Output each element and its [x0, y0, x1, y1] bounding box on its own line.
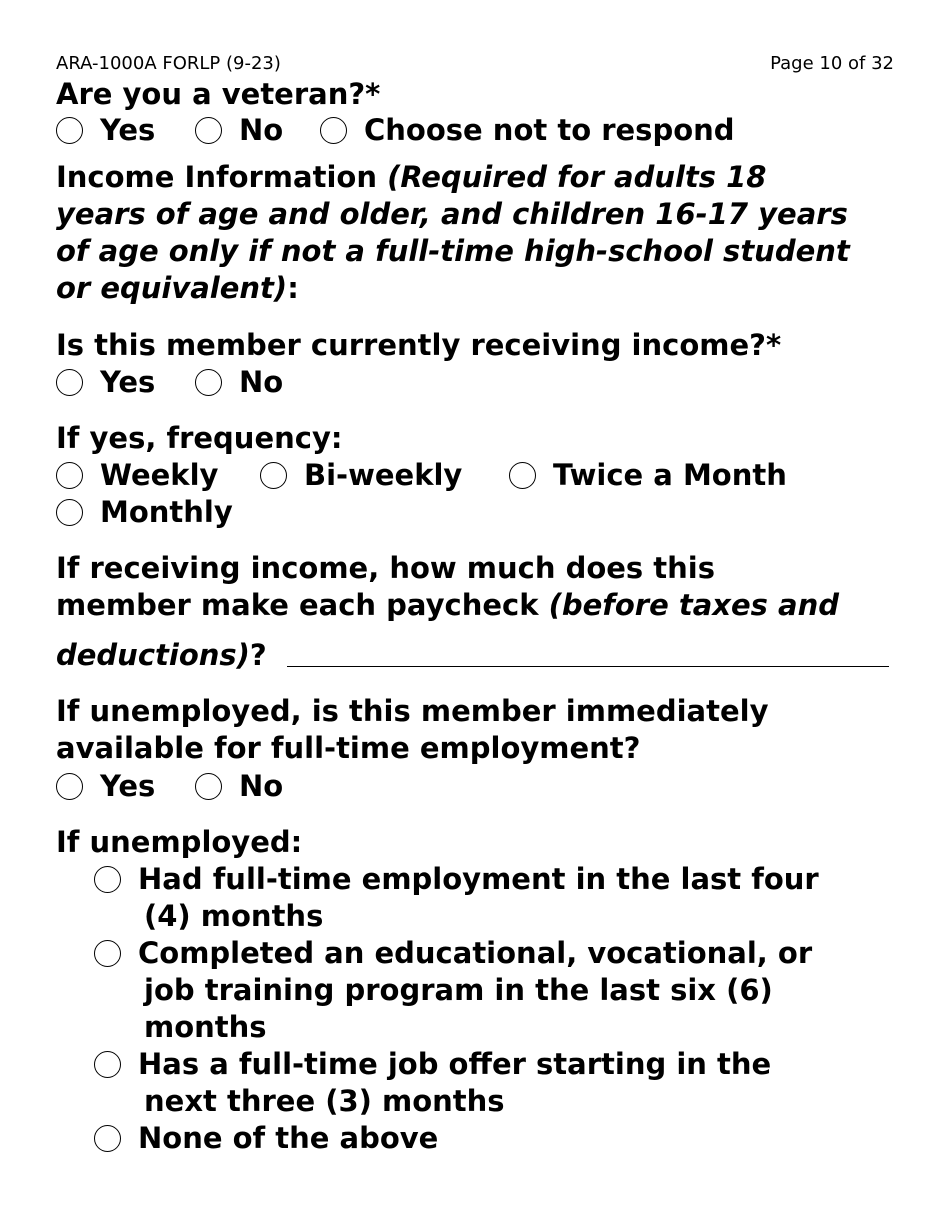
income-info-note-2: years of age and older, and children 16-17 years	[56, 197, 848, 231]
veteran-choose-not-label: Choose not to respond	[364, 113, 735, 147]
income-info-note-4: or equivalent)	[56, 271, 288, 305]
frequency-weekly-label: Weekly	[100, 458, 219, 492]
frequency-biweekly-label: Bi-weekly	[304, 458, 463, 492]
unemployed-question: If unemployed:	[56, 825, 303, 859]
unemployed-option-4-radio[interactable]	[94, 1120, 438, 1157]
paycheck-line-2-bold: member make each paycheck	[56, 588, 549, 622]
radio-circle-icon	[195, 369, 222, 396]
veteran-choose-not-radio[interactable]	[320, 112, 735, 149]
income-info-note-4-wrap	[56, 270, 299, 307]
radio-circle-icon	[94, 940, 121, 967]
unemployed-option-3-radio[interactable]	[94, 1046, 771, 1083]
radio-circle-icon	[56, 773, 83, 800]
unemployed-option-1-radio[interactable]	[94, 861, 819, 898]
available-yes-label: Yes	[100, 769, 156, 803]
income-info-colon: :	[287, 271, 299, 305]
radio-circle-icon	[195, 773, 222, 800]
income-info-heading	[56, 159, 767, 196]
frequency-monthly-label: Monthly	[100, 495, 233, 529]
radio-circle-icon	[94, 1051, 121, 1078]
radio-circle-icon	[509, 462, 536, 489]
frequency-twice-month-label: Twice a Month	[553, 458, 787, 492]
unemployed-option-2-label: Completed an educational, vocational, or	[138, 936, 813, 970]
veteran-no-label: No	[239, 113, 284, 147]
radio-circle-icon	[195, 117, 222, 144]
unemployed-option-3-label: Has a full-time job offer starting in the	[138, 1047, 772, 1081]
form-id: ARA-1000A FORLP (9-23)	[56, 53, 281, 74]
page-number: Page 10 of 32	[770, 53, 894, 74]
unemployed-option-1-label: Had full-time employment in the last four	[138, 862, 819, 896]
income-info-note-3: of age only if not a full-time high-school student	[56, 234, 850, 268]
unemployed-option-2-radio[interactable]	[94, 935, 812, 972]
paycheck-line-3	[56, 637, 267, 674]
frequency-monthly-radio[interactable]	[56, 494, 233, 531]
frequency-twice-month-radio[interactable]	[509, 457, 787, 494]
radio-circle-icon	[56, 117, 83, 144]
veteran-no-radio[interactable]	[195, 112, 283, 149]
frequency-biweekly-radio[interactable]	[260, 457, 462, 494]
radio-circle-icon	[56, 369, 83, 396]
paycheck-amount-field[interactable]	[287, 640, 889, 667]
unemployed-option-2-line-3: months	[144, 1010, 267, 1044]
paycheck-line-2-italic: (before taxes and	[548, 588, 840, 622]
unemployed-option-4-label: None of the above	[138, 1121, 439, 1155]
radio-circle-icon	[260, 462, 287, 489]
receiving-income-question: Is this member currently receiving income?*	[56, 328, 782, 362]
paycheck-line-3-end: ?	[249, 638, 267, 672]
veteran-yes-radio[interactable]	[56, 112, 155, 149]
income-info-title: Income Information	[56, 160, 388, 194]
income-info-note-1: (Required for adults 18	[387, 160, 767, 194]
receiving-income-yes-label: Yes	[100, 365, 156, 399]
available-yes-radio[interactable]	[56, 768, 155, 805]
receiving-income-no-radio[interactable]	[195, 364, 283, 401]
available-line-2: available for full-time employment?	[56, 731, 641, 765]
available-line-1: If unemployed, is this member immediately	[56, 694, 769, 728]
paycheck-line-3-italic: deductions)	[56, 638, 250, 672]
available-no-radio[interactable]	[195, 768, 283, 805]
veteran-question: Are you a veteran?*	[56, 77, 381, 111]
radio-circle-icon	[320, 117, 347, 144]
receiving-income-yes-radio[interactable]	[56, 364, 155, 401]
paycheck-line-1: If receiving income, how much does this	[56, 551, 715, 585]
veteran-yes-label: Yes	[100, 113, 156, 147]
unemployed-option-1-line-2: (4) months	[144, 899, 324, 933]
unemployed-option-2-line-2: job training program in the last six (6)	[144, 973, 773, 1007]
unemployed-option-3-line-2: next three (3) months	[144, 1084, 505, 1118]
radio-circle-icon	[94, 1125, 121, 1152]
paycheck-line-2	[56, 587, 839, 624]
frequency-question: If yes, frequency:	[56, 421, 343, 455]
receiving-income-no-label: No	[239, 365, 284, 399]
radio-circle-icon	[56, 499, 83, 526]
radio-circle-icon	[94, 866, 121, 893]
radio-circle-icon	[56, 462, 83, 489]
available-no-label: No	[239, 769, 284, 803]
frequency-weekly-radio[interactable]	[56, 457, 218, 494]
